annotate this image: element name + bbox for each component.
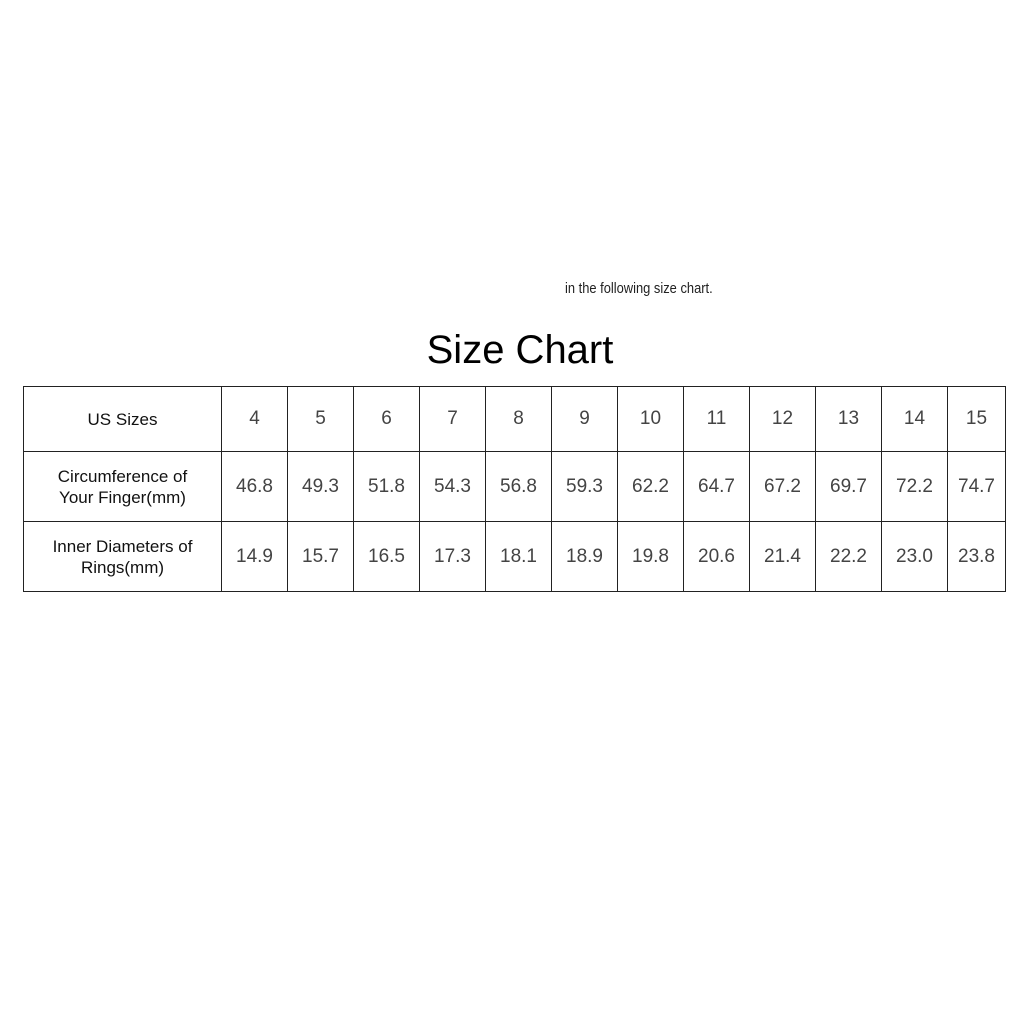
table-cell: 21.4: [750, 522, 816, 592]
table-cell: 17.3: [420, 522, 486, 592]
row-header-line: Inner Diameters of: [52, 536, 193, 556]
table-cell: 8: [486, 387, 552, 452]
table-row-inner-diameter: [24, 522, 1006, 592]
table-cell: 14.9: [222, 522, 288, 592]
table-cell: 14: [882, 387, 948, 452]
table-cell: 19.8: [618, 522, 684, 592]
row-header-inner-diameter: [24, 522, 222, 592]
table-cell: 12: [750, 387, 816, 452]
row-header-us-sizes: [24, 387, 222, 452]
table-row-us-sizes: [24, 387, 1006, 452]
row-header-line: US Sizes: [87, 409, 158, 429]
table-cell: 5: [288, 387, 354, 452]
page-title: Size Chart: [426, 328, 614, 372]
table-cell: 69.7: [816, 452, 882, 522]
table-cell: 54.3: [420, 452, 486, 522]
row-header-line: Rings(mm): [80, 557, 165, 577]
table-row-circumference: [24, 452, 1006, 522]
table-cell: 23.0: [882, 522, 948, 592]
table-cell: 64.7: [684, 452, 750, 522]
table-cell: 56.8: [486, 452, 552, 522]
table-cell: 13: [816, 387, 882, 452]
table-cell: 20.6: [684, 522, 750, 592]
table-cell: 9: [552, 387, 618, 452]
table-cell: 51.8: [354, 452, 420, 522]
row-header-circumference: [24, 452, 222, 522]
table-cell: 74.7: [948, 452, 1006, 522]
size-chart-table: [23, 386, 1006, 592]
table-cell: 15: [948, 387, 1006, 452]
table-cell: 46.8: [222, 452, 288, 522]
caption-text: in the following size chart.: [565, 280, 713, 297]
table-cell: 16.5: [354, 522, 420, 592]
row-header-line: Circumference of: [57, 466, 188, 486]
table-cell: 11: [684, 387, 750, 452]
table-cell: 67.2: [750, 452, 816, 522]
table-cell: 18.1: [486, 522, 552, 592]
table-cell: 4: [222, 387, 288, 452]
table-cell: 59.3: [552, 452, 618, 522]
table-cell: 22.2: [816, 522, 882, 592]
table-cell: 6: [354, 387, 420, 452]
table-cell: 49.3: [288, 452, 354, 522]
table-cell: 18.9: [552, 522, 618, 592]
row-header-line: Your Finger(mm): [59, 487, 186, 507]
table-cell: 10: [618, 387, 684, 452]
table-cell: 62.2: [618, 452, 684, 522]
table-cell: 72.2: [882, 452, 948, 522]
table-cell: 23.8: [948, 522, 1006, 592]
table-cell: 7: [420, 387, 486, 452]
table-cell: 15.7: [288, 522, 354, 592]
